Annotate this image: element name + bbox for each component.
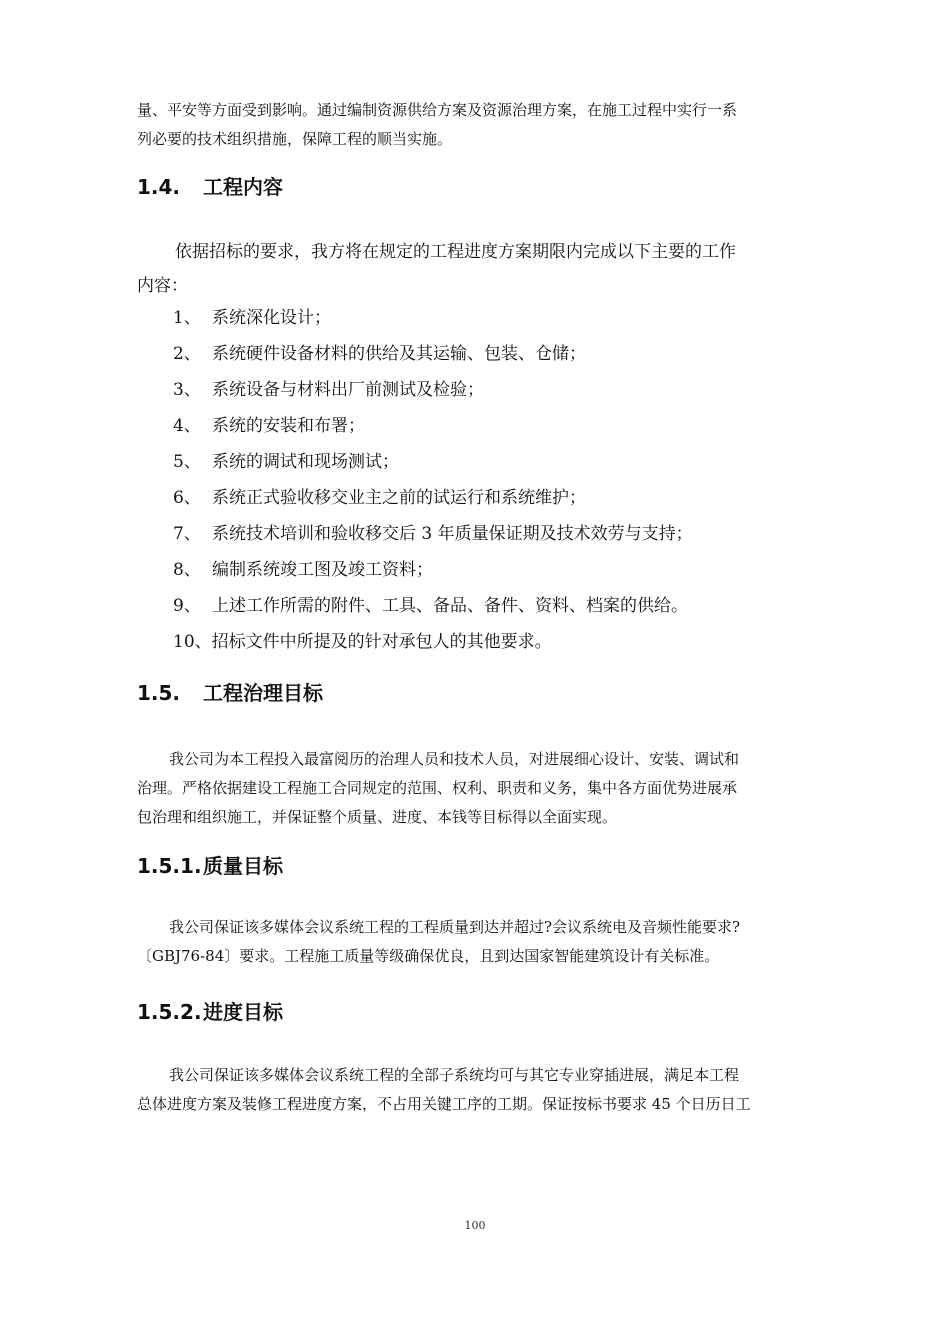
section-heading-1-5-2: [137, 998, 283, 1026]
list-item: [173, 300, 693, 336]
section-title: 工程治理目标: [203, 681, 323, 705]
section-number: 1.4.: [137, 175, 181, 199]
list-item-text: 招标文件中所提及的针对承包人的其他要求。: [211, 632, 552, 652]
section-number: 1.5.2.: [137, 1000, 202, 1024]
list-item: [173, 516, 693, 552]
text-line: 我公司保证该多媒体会议系统工程的工程质量到达并超过?会议系统电及音频性能要求?: [169, 918, 741, 936]
intro-paragraph: [137, 96, 817, 154]
list-item-index: 10、: [173, 632, 212, 652]
section-title: 进度目标: [203, 1000, 283, 1024]
text-line: 治理。严格依据建设工程施工合同规定的范围、权利、职责和义务，集中各方面优势进展承: [137, 779, 738, 797]
text-line: 量、平安等方面受到影响。通过编制资源供给方案及资源治理方案，在施工过程中实行一系: [137, 101, 738, 119]
text-line: 包治理和组织施工，并保证整个质量、进度、本钱等目标得以全面实现。: [137, 808, 618, 826]
work-item-list: [173, 300, 693, 660]
text-line: 〔GBJ76-84〕要求。工程施工质量等级确保优良，且到达国家智能建筑设计有关标准。: [137, 947, 720, 965]
list-item: [173, 624, 693, 660]
list-item-index: 9、: [173, 596, 201, 616]
list-item-index: 3、: [173, 380, 201, 400]
section-number: 1.5.: [137, 681, 181, 705]
list-item-index: 8、: [173, 560, 201, 580]
list-item-index: 4、: [173, 416, 201, 436]
list-item-text: 系统正式验收移交业主之前的试运行和系统维护；: [212, 488, 586, 508]
section-number: 1.5.1.: [137, 854, 202, 878]
text-line: 列必要的技术组织措施，保障工程的顺当实施。: [137, 130, 453, 148]
list-item-text: 系统设备与材料出厂前测试及检验；: [212, 380, 484, 400]
text-line: 内容：: [137, 276, 188, 296]
section-heading-1-5-1: [137, 852, 283, 880]
list-item: [173, 480, 693, 516]
section-1-5-1-body: [137, 913, 817, 971]
section-1-5-body: [137, 745, 817, 832]
list-item: [173, 444, 693, 480]
list-item: [173, 588, 693, 624]
section-1-5-2-body: [137, 1061, 817, 1119]
list-item: [173, 336, 693, 372]
section-title: 工程内容: [203, 175, 283, 199]
list-item-text: 系统硬件设备材料的供给及其运输、包装、仓储；: [212, 344, 586, 364]
list-item-text: 编制系统竣工图及竣工资料；: [212, 560, 433, 580]
list-item-index: 5、: [173, 452, 201, 472]
section-1-4-body: [137, 235, 817, 303]
list-item: [173, 408, 693, 444]
list-item-text: 系统深化设计；: [212, 308, 331, 328]
list-item-index: 6、: [173, 488, 201, 508]
section-heading-1-5: [137, 679, 323, 707]
text-line: 我公司保证该多媒体会议系统工程的全部子系统均可与其它专业穿插进展，满足本工程: [169, 1066, 740, 1084]
section-heading-1-4: [137, 173, 283, 201]
list-item-text: 上述工作所需的附件、工具、备品、备件、资料、档案的供给。: [212, 596, 688, 616]
list-item-index: 7、: [173, 524, 201, 544]
list-item-index: 1、: [173, 308, 201, 328]
list-item-index: 2、: [173, 344, 201, 364]
list-item-text: 系统技术培训和验收移交后 3 年质量保证期及技术效劳与支持；: [212, 524, 693, 544]
list-item-text: 系统的调试和现场测试；: [212, 452, 399, 472]
text-line: 总体进度方案及装修工程进度方案，不占用关键工序的工期。保证按标书要求 45 个日历日工: [137, 1095, 751, 1113]
text-line: 依据招标的要求，我方将在规定的工程进度方案期限内完成以下主要的工作: [175, 242, 736, 262]
page-number: 100: [464, 1219, 486, 1232]
list-item: [173, 372, 693, 408]
list-item: [173, 552, 693, 588]
text-line: 我公司为本工程投入最富阅历的治理人员和技术人员，对进展细心设计、安装、调试和: [169, 750, 740, 768]
list-item-text: 系统的安装和布署；: [212, 416, 365, 436]
section-title: 质量目标: [203, 854, 283, 878]
